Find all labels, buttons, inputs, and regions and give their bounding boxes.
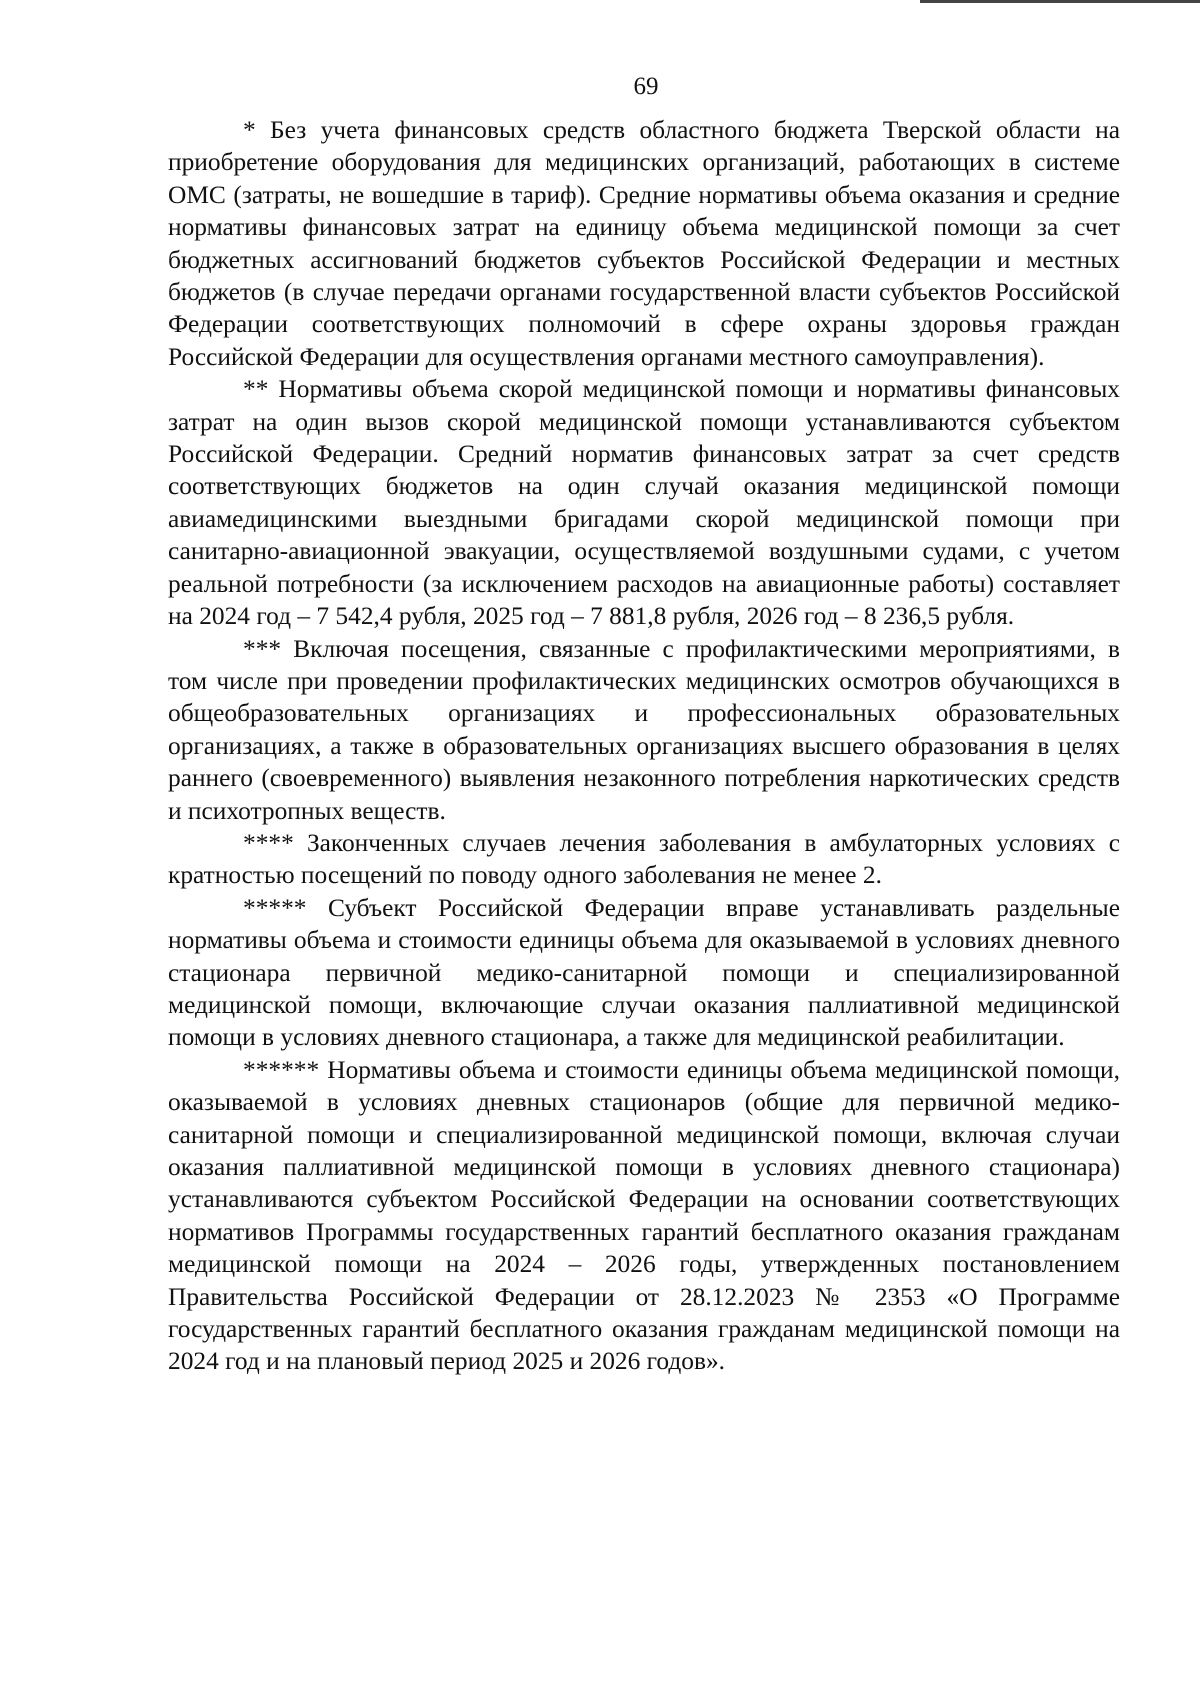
page-number: 69 [633,73,659,100]
footnote-3: *** Включая посещения, связанные с профилактическими мероприятиями, в том числе при проведении профилактических медицинских осмотров обучающихся в общеобразовательных организациях и профессиональных образовательных организациях, а также в образовательных организациях высшего образования в целях раннего (своевременного) выявления незаконного потребления наркотических средств и психотропных веществ. [168,634,1120,825]
footnote-6: ****** Нормативы объема и стоимости единицы объема медицинской помощи, оказываемой в условиях дневных стационаров (общие для первичной медико-санитарной помощи и специализированной медицинской помощи, включая случаи оказания паллиативной медицинской помощи в условиях дневного стационара) устанавливаются субъектом Российской Федерации на основании соответствующих нормативов Программы государственных гарантий бесплатного оказания гражданам медицинской помощи на 2024 – 2026 годы, утвержденных постановлением Правительства Российской Федерации от 28.12.2023 № 2353 «О Программе государственных гарантий бесплатного оказания гражданам медицинской помощи на 2024 год и на плановый период 2025 и 2026 годов». [168,1055,1120,1376]
scan-edge-mark [920,0,1200,3]
footnote-2: ** Нормативы объема скорой медицинской помощи и нормативы финансовых затрат на один вызов скорой медицинской помощи устанавливаются субъектом Российской Федерации. Средний норматив финансовых затрат за счет средств соответствующих бюджетов на один случай оказания медицинской помощи авиамедицинскими выездными бригадами скорой медицинской помощи при санитарно-авиационной эвакуации, осуществляемой воздушными судами, с учетом реальной потребности (за исключением расходов на авиационные работы) составляет на 2024 год – 7 542,4 рубля, 2025 год – 7 881,8 рубля, 2026 год – 8 236,5 рубля. [168,375,1120,631]
footnotes-block [168,114,1120,1378]
footnote-4: **** Законченных случаев лечения заболевания в амбулаторных условиях с кратностью посещений по поводу одного заболевания не менее 2. [168,828,1120,890]
footnote-1: * Без учета финансовых средств областного бюджета Тверской области на приобретение оборудования для медицинских организаций, работающих в системе ОМС (затраты, не вошедшие в тариф). Средние нормативы объема оказания и средние нормативы финансовых затрат на единицу объема медицинской помощи за счет бюджетных ассигнований бюджетов субъектов Российской Федерации и местных бюджетов (в случае передачи органами государственной власти субъектов Российской Федерации соответствующих полномочий в сфере охраны здоровья граждан Российской Федерации для осуществления органами местного самоуправления). [168,116,1120,371]
footnote-5: ***** Субъект Российской Федерации вправе устанавливать раздельные нормативы объема и стоимости единицы объема для оказываемой в условиях дневного стационара первичной медико-санитарной помощи и специализированной медицинской помощи, включающие случаи оказания паллиативной медицинской помощи в условиях дневного стационара, а также для медицинской реабилитации. [168,893,1120,1052]
